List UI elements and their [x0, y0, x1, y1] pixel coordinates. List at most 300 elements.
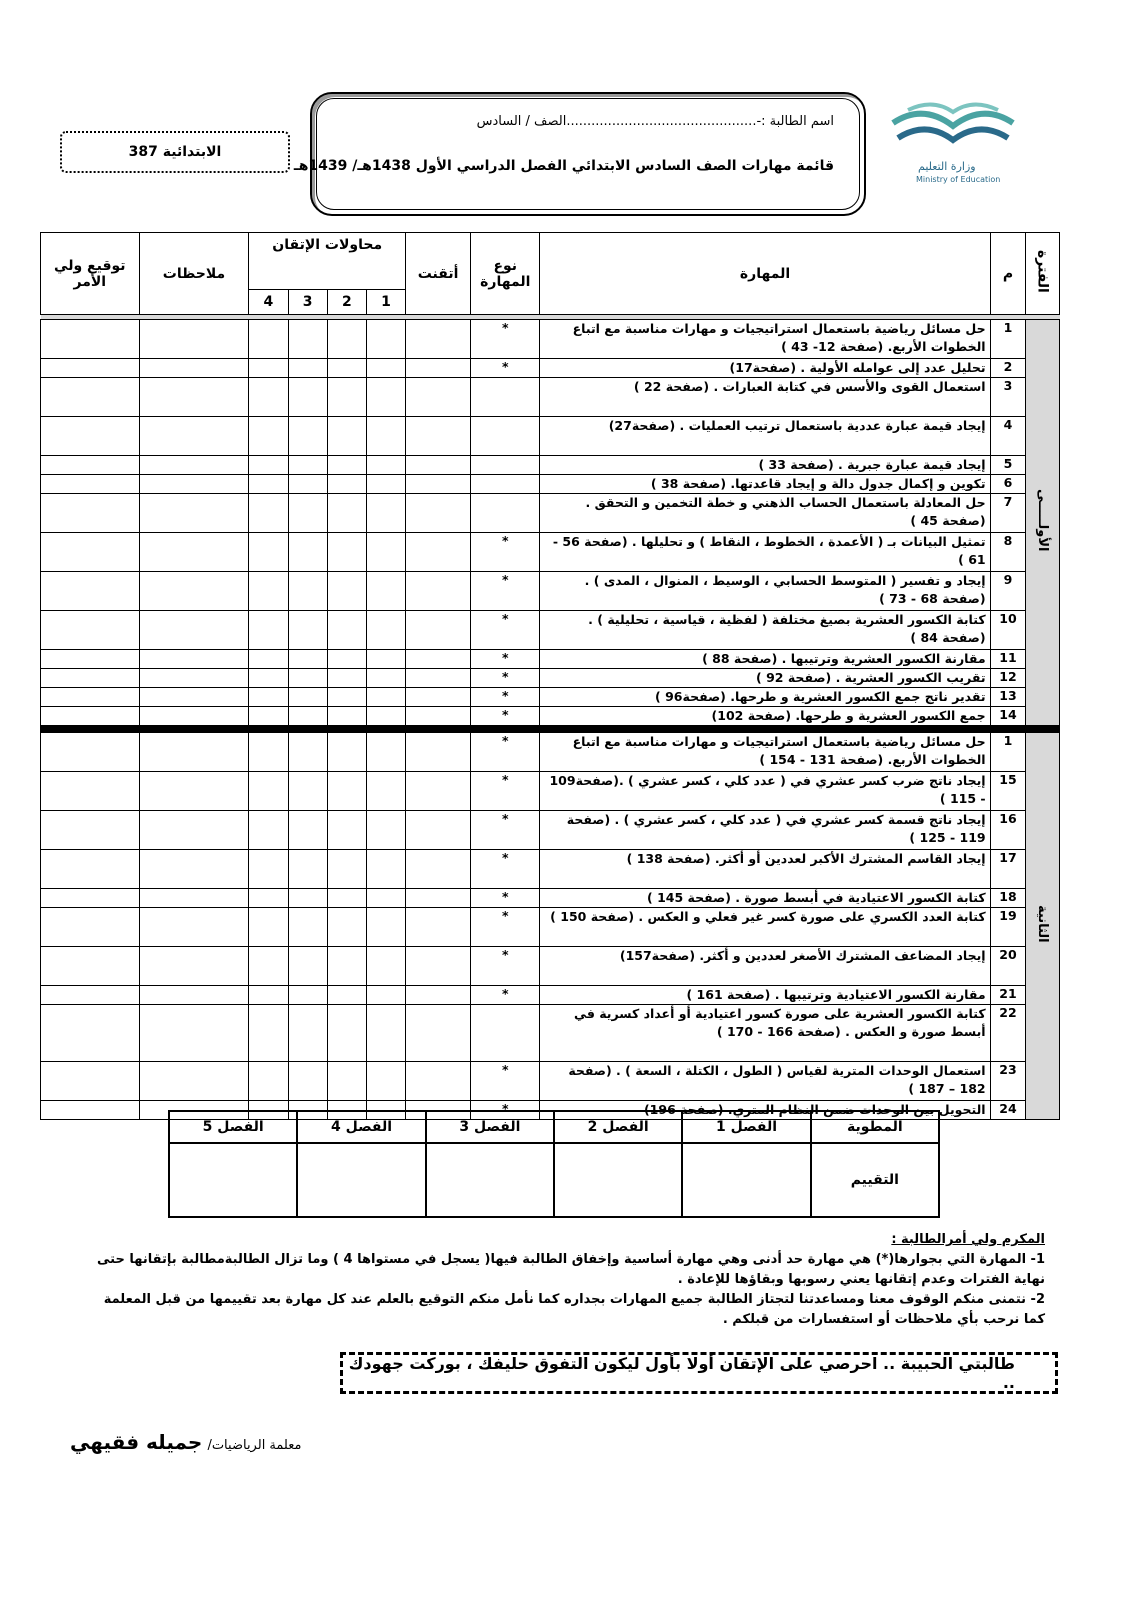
skill-text: إيجاد و تفسير ( المتوسط الحسابي ، الوسيط ، المنوال ، المدى ) . (صفحة 68 - 73 ) — [540, 572, 990, 611]
notes-cell[interactable] — [139, 947, 249, 986]
notes-cell[interactable] — [139, 611, 249, 650]
attempt-cell[interactable] — [366, 475, 405, 494]
skill-type: * — [471, 908, 540, 947]
attempt-cell[interactable] — [327, 1062, 366, 1101]
skill-number: 12 — [990, 669, 1026, 688]
skill-type — [471, 494, 540, 533]
mastered-cell[interactable] — [406, 889, 471, 908]
sign-cell[interactable] — [41, 908, 140, 947]
attempt-cell[interactable] — [249, 1005, 288, 1062]
mastered-cell[interactable] — [406, 359, 471, 378]
mastered-cell[interactable] — [406, 494, 471, 533]
parent-notes — [80, 1230, 1045, 1330]
table-row — [41, 811, 1060, 850]
rating-header-ch4: الفصل 4 — [297, 1111, 425, 1143]
attempt-cell[interactable] — [327, 320, 366, 359]
attempt-cell[interactable] — [288, 908, 327, 947]
skill-text: مقارنة الكسور العشرية وترتيبها . (صفحة 88 ) — [540, 650, 990, 669]
mastered-cell[interactable] — [406, 688, 471, 707]
school-name-box — [60, 131, 290, 173]
attempt-cell[interactable] — [288, 850, 327, 889]
table-row — [41, 1062, 1060, 1101]
skill-text: تمثيل البيانات بـ ( الأعمدة ، الخطوط ، النقاط ) و تحليلها . (صفحة 56 - 61 ) — [540, 533, 990, 572]
header-sign: توقيع ولي الأمر — [41, 233, 140, 315]
attempt-cell[interactable] — [249, 1062, 288, 1101]
attempt-cell[interactable] — [249, 986, 288, 1005]
attempt-cell[interactable] — [249, 533, 288, 572]
sign-cell[interactable] — [41, 1062, 140, 1101]
period-separator — [41, 726, 1060, 733]
header-attempt-2: 2 — [327, 290, 366, 315]
attempt-cell[interactable] — [327, 533, 366, 572]
attempt-cell[interactable] — [288, 378, 327, 417]
attempt-cell[interactable] — [366, 1005, 405, 1062]
table-row — [41, 417, 1060, 456]
mastered-cell[interactable] — [406, 772, 471, 811]
header-notes: ملاحظات — [139, 233, 249, 315]
sign-cell[interactable] — [41, 494, 140, 533]
skill-type: * — [471, 707, 540, 726]
skill-type: * — [471, 772, 540, 811]
attempt-cell[interactable] — [249, 733, 288, 772]
skill-number: 13 — [990, 688, 1026, 707]
attempt-cell[interactable] — [288, 475, 327, 494]
rating-cell[interactable] — [297, 1143, 425, 1217]
sign-cell[interactable] — [41, 611, 140, 650]
attempt-cell[interactable] — [249, 417, 288, 456]
skill-number: 2 — [990, 359, 1026, 378]
attempt-cell[interactable] — [327, 772, 366, 811]
sign-cell[interactable] — [41, 811, 140, 850]
mastered-cell[interactable] — [406, 456, 471, 475]
attempt-cell[interactable] — [366, 378, 405, 417]
attempt-cell[interactable] — [366, 359, 405, 378]
skill-number: 18 — [990, 889, 1026, 908]
skill-number: 7 — [990, 494, 1026, 533]
table-row — [41, 533, 1060, 572]
skill-type: * — [471, 572, 540, 611]
table-row — [41, 572, 1060, 611]
rating-header-ch3: الفصل 3 — [426, 1111, 554, 1143]
attempt-cell[interactable] — [288, 494, 327, 533]
skill-type: * — [471, 611, 540, 650]
skill-text: كتابة الكسور الاعتيادية في أبسط صورة . (صفحة 145 ) — [540, 889, 990, 908]
skill-number: 1 — [990, 733, 1026, 772]
sign-cell[interactable] — [41, 475, 140, 494]
mastered-cell[interactable] — [406, 707, 471, 726]
skill-number: 22 — [990, 1005, 1026, 1062]
notes-cell[interactable] — [139, 811, 249, 850]
attempt-cell[interactable] — [366, 1062, 405, 1101]
rating-row-label: التقييم — [811, 1143, 939, 1217]
attempt-cell[interactable] — [327, 417, 366, 456]
sign-cell[interactable] — [41, 669, 140, 688]
skill-number: 14 — [990, 707, 1026, 726]
attempt-cell[interactable] — [288, 456, 327, 475]
skill-number: 6 — [990, 475, 1026, 494]
attempt-cell[interactable] — [327, 1005, 366, 1062]
mastered-cell[interactable] — [406, 378, 471, 417]
skill-type: * — [471, 669, 540, 688]
attempt-cell[interactable] — [249, 494, 288, 533]
rating-cell[interactable] — [426, 1143, 554, 1217]
table-row — [41, 908, 1060, 947]
mastered-cell[interactable] — [406, 811, 471, 850]
notes-cell[interactable] — [139, 733, 249, 772]
attempt-cell[interactable] — [249, 908, 288, 947]
attempt-cell[interactable] — [249, 947, 288, 986]
attempt-cell[interactable] — [366, 533, 405, 572]
attempt-cell[interactable] — [288, 986, 327, 1005]
attempt-cell[interactable] — [249, 611, 288, 650]
attempt-cell[interactable] — [288, 320, 327, 359]
attempt-cell[interactable] — [366, 811, 405, 850]
attempt-cell[interactable] — [327, 669, 366, 688]
notes-cell[interactable] — [139, 908, 249, 947]
sign-cell[interactable] — [41, 850, 140, 889]
attempt-cell[interactable] — [288, 611, 327, 650]
sign-cell[interactable] — [41, 650, 140, 669]
sign-cell[interactable] — [41, 359, 140, 378]
attempt-cell[interactable] — [288, 733, 327, 772]
skill-number: 24 — [990, 1101, 1026, 1120]
attempt-cell[interactable] — [288, 772, 327, 811]
sign-cell[interactable] — [41, 417, 140, 456]
skill-text: إيجاد ناتج قسمة كسر عشري في ( عدد كلي ، كسر عشري ) . (صفحة 119 - 125 ) — [540, 811, 990, 850]
skill-number: 3 — [990, 378, 1026, 417]
notes-cell[interactable] — [139, 456, 249, 475]
skill-number: 20 — [990, 947, 1026, 986]
attempt-cell[interactable] — [249, 772, 288, 811]
mastered-cell[interactable] — [406, 986, 471, 1005]
mastered-cell[interactable] — [406, 320, 471, 359]
attempt-cell[interactable] — [327, 908, 366, 947]
skill-number: 15 — [990, 772, 1026, 811]
mastered-cell[interactable] — [406, 1005, 471, 1062]
attempt-cell[interactable] — [327, 475, 366, 494]
table-row — [41, 611, 1060, 650]
attempt-cell[interactable] — [249, 850, 288, 889]
header-attempts: محاولات الإتقان — [249, 233, 406, 290]
attempt-cell[interactable] — [327, 572, 366, 611]
page-title: قائمة مهارات الصف السادس الابتدائي الفصل الدراسي الأول 1438هـ/ 1439هـ — [293, 158, 834, 174]
attempt-cell[interactable] — [288, 889, 327, 908]
table-row — [41, 650, 1060, 669]
mastered-cell[interactable] — [406, 733, 471, 772]
period-label: الأولـــــى — [1026, 320, 1060, 726]
notes-cell[interactable] — [139, 359, 249, 378]
attempt-cell[interactable] — [366, 417, 405, 456]
skill-text: جمع الكسور العشرية و طرحها. (صفحة 102) — [540, 707, 990, 726]
sign-cell[interactable] — [41, 1101, 140, 1120]
skill-text: استعمال القوى والأسس في كتابة العبارات . (صفحة 22 ) — [540, 378, 990, 417]
attempt-cell[interactable] — [366, 494, 405, 533]
attempt-cell[interactable] — [327, 688, 366, 707]
skill-type: * — [471, 533, 540, 572]
sign-cell[interactable] — [41, 456, 140, 475]
table-row — [41, 1005, 1060, 1062]
attempt-cell[interactable] — [366, 772, 405, 811]
skill-number: 4 — [990, 417, 1026, 456]
rating-header-ch1: الفصل 1 — [682, 1111, 810, 1143]
notes-cell[interactable] — [139, 378, 249, 417]
skill-text: حل مسائل رياضية باستعمال استراتيجيات و مهارات مناسبة مع اتباع الخطوات الأربع. (صفحة 12- 43 ) — [540, 320, 990, 359]
notes-cell[interactable] — [139, 889, 249, 908]
attempt-cell[interactable] — [288, 947, 327, 986]
table-row — [41, 320, 1060, 359]
attempt-cell[interactable] — [249, 889, 288, 908]
attempt-cell[interactable] — [249, 707, 288, 726]
skill-type: * — [471, 320, 540, 359]
table-row — [41, 359, 1060, 378]
sign-cell[interactable] — [41, 986, 140, 1005]
skill-text: إيجاد ناتج ضرب كسر عشري في ( عدد كلي ، كسر عشري ) .(صفحة109 - 115 ) — [540, 772, 990, 811]
skill-type — [471, 378, 540, 417]
mastered-cell[interactable] — [406, 417, 471, 456]
logo-text-ar: وزارة التعليم — [918, 160, 976, 173]
parent-note-1: 1- المهارة التي بجوارها(*) هي مهارة حد أدنى وهي مهارة أساسية وإخفاق الطالبة فيها( يسجل في مستواها 4 ) وما تزال الطالبةمطالبة بإتقانها حتى نهاية الفترات وعدم إتقانها يعني رسوبها وبقاؤها للإعادة . — [97, 1252, 1045, 1287]
mastered-cell[interactable] — [406, 850, 471, 889]
mastered-cell[interactable] — [406, 611, 471, 650]
notes-cell[interactable] — [139, 1005, 249, 1062]
skill-text: إيجاد القاسم المشترك الأكبر لعددين أو أكثر. (صفحة 138 ) — [540, 850, 990, 889]
notes-cell[interactable] — [139, 688, 249, 707]
skill-type: * — [471, 986, 540, 1005]
mastered-cell[interactable] — [406, 650, 471, 669]
rating-header-ch2: الفصل 2 — [554, 1111, 682, 1143]
header-num: م — [990, 233, 1026, 315]
attempt-cell[interactable] — [288, 572, 327, 611]
parent-notes-title: المكرم ولي أمرالطالبة : — [891, 1232, 1045, 1247]
mastered-cell[interactable] — [406, 572, 471, 611]
mastered-cell[interactable] — [406, 908, 471, 947]
attempt-cell[interactable] — [327, 456, 366, 475]
mastered-cell[interactable] — [406, 669, 471, 688]
skill-text: استعمال الوحدات المترية لقياس ( الطول ، الكتلة ، السعة ) . (صفحة 182 – 187 ) — [540, 1062, 990, 1101]
table-row — [41, 850, 1060, 889]
attempt-cell[interactable] — [288, 811, 327, 850]
attempt-cell[interactable] — [249, 320, 288, 359]
attempt-cell[interactable] — [366, 986, 405, 1005]
skill-text: مقارنة الكسور الاعتيادية وترتيبها . (صفحة 161 ) — [540, 986, 990, 1005]
rating-cell[interactable] — [682, 1143, 810, 1217]
notes-cell[interactable] — [139, 707, 249, 726]
attempt-cell[interactable] — [327, 494, 366, 533]
attempt-cell[interactable] — [366, 320, 405, 359]
attempt-cell[interactable] — [288, 359, 327, 378]
attempt-cell[interactable] — [288, 1005, 327, 1062]
attempt-cell[interactable] — [366, 908, 405, 947]
header-box — [293, 92, 866, 216]
header-attempt-4: 4 — [249, 290, 288, 315]
attempt-cell[interactable] — [366, 650, 405, 669]
table-row — [41, 772, 1060, 811]
rating-cell[interactable] — [169, 1143, 297, 1217]
parent-note-2: 2- نتمنى منكم الوقوف معنا ومساعدتنا لتجتاز الطالبة جميع المهارات بجداره كما نأمل منكم التوقيع بالعلم عند كل مهارة بعد تقييمها من قبل المعلمة كما نرحب بأي ملاحظات أو استفسارات من قبلكم . — [103, 1292, 1045, 1327]
table-row — [41, 669, 1060, 688]
attempt-cell[interactable] — [366, 611, 405, 650]
table-row — [41, 733, 1060, 772]
sign-cell[interactable] — [41, 733, 140, 772]
skills-table — [40, 232, 1060, 1120]
period-label: الثانية — [1026, 733, 1060, 1120]
skill-text: تقدير ناتج جمع الكسور العشرية و طرحها. (صفحة96 ) — [540, 688, 990, 707]
mastered-cell[interactable] — [406, 1062, 471, 1101]
logo-text-en: Ministry of Education — [916, 175, 1001, 184]
attempt-cell[interactable] — [366, 669, 405, 688]
skill-number: 21 — [990, 986, 1026, 1005]
teacher-label: معلمة الرياضيات/ — [207, 1438, 302, 1453]
table-row — [41, 986, 1060, 1005]
skill-type — [471, 456, 540, 475]
skill-number: 9 — [990, 572, 1026, 611]
attempt-cell[interactable] — [366, 572, 405, 611]
attempt-cell[interactable] — [366, 733, 405, 772]
table-row — [41, 378, 1060, 417]
skill-text: إيجاد المضاعف المشترك الأصغر لعددين و أكثر. (صفحة157) — [540, 947, 990, 986]
notes-cell[interactable] — [139, 494, 249, 533]
sign-cell[interactable] — [41, 889, 140, 908]
attempt-cell[interactable] — [327, 947, 366, 986]
attempt-cell[interactable] — [327, 378, 366, 417]
attempt-cell[interactable] — [288, 650, 327, 669]
skill-text: إيجاد قيمة عبارة جبرية . (صفحة 33 ) — [540, 456, 990, 475]
notes-cell[interactable] — [139, 850, 249, 889]
attempt-cell[interactable] — [366, 889, 405, 908]
skill-number: 16 — [990, 811, 1026, 850]
skill-type: * — [471, 688, 540, 707]
skill-type: * — [471, 1062, 540, 1101]
attempt-cell[interactable] — [366, 688, 405, 707]
skill-type: * — [471, 889, 540, 908]
skill-type — [471, 1005, 540, 1062]
skill-text: كتابة العدد الكسري على صورة كسر غير فعلي و العكس . (صفحة 150 ) — [540, 908, 990, 947]
attempt-cell[interactable] — [249, 650, 288, 669]
notes-cell[interactable] — [139, 650, 249, 669]
table-row — [41, 494, 1060, 533]
attempt-cell[interactable] — [327, 850, 366, 889]
notes-cell[interactable] — [139, 1062, 249, 1101]
skill-number: 10 — [990, 611, 1026, 650]
attempt-cell[interactable] — [288, 533, 327, 572]
motto-box — [340, 1352, 1058, 1394]
skill-number: 11 — [990, 650, 1026, 669]
attempt-cell[interactable] — [327, 611, 366, 650]
rating-header-folder: المطوية — [811, 1111, 939, 1143]
ministry-logo — [888, 98, 1048, 190]
header-skill: المهارة — [540, 233, 990, 315]
notes-cell[interactable] — [139, 986, 249, 1005]
skill-text: حل مسائل رياضية باستعمال استراتيجيات و مهارات مناسبة مع اتباع الخطوات الأربع. (صفحة 131 - 154 ) — [540, 733, 990, 772]
attempt-cell[interactable] — [249, 475, 288, 494]
mastered-cell[interactable] — [406, 533, 471, 572]
attempt-cell[interactable] — [288, 417, 327, 456]
attempt-cell[interactable] — [327, 889, 366, 908]
notes-cell[interactable] — [139, 772, 249, 811]
attempt-cell[interactable] — [327, 650, 366, 669]
skill-text: حل المعادلة باستعمال الحساب الذهني و خطة التخمين و التحقق . (صفحة 45 ) — [540, 494, 990, 533]
skill-text: التحويل بين الوحدات ضمن النظام المتري. (صفحة 196) — [540, 1101, 990, 1120]
attempt-cell[interactable] — [327, 811, 366, 850]
notes-cell[interactable] — [139, 533, 249, 572]
skill-type: * — [471, 359, 540, 378]
table-row — [41, 475, 1060, 494]
sign-cell[interactable] — [41, 947, 140, 986]
teacher-signature — [70, 1430, 301, 1454]
attempt-cell[interactable] — [288, 688, 327, 707]
mastered-cell[interactable] — [406, 475, 471, 494]
motto-text: طالبتي الحبيبة .. احرصي على الإتقان أولا بأول ليكون التفوق حليفك ، بوركت جهودك .. — [348, 1354, 1015, 1392]
school-name: الابتدائية 387 — [128, 144, 222, 160]
table-row — [41, 456, 1060, 475]
attempt-cell[interactable] — [249, 811, 288, 850]
header-mastered: أتقنت — [406, 233, 471, 315]
attempt-cell[interactable] — [366, 850, 405, 889]
attempt-cell[interactable] — [249, 378, 288, 417]
header-period: الفترة — [1026, 233, 1060, 315]
header-attempt-3: 3 — [288, 290, 327, 315]
notes-cell[interactable] — [139, 417, 249, 456]
rating-cell[interactable] — [554, 1143, 682, 1217]
attempt-cell[interactable] — [249, 572, 288, 611]
sign-cell[interactable] — [41, 772, 140, 811]
sign-cell[interactable] — [41, 572, 140, 611]
attempt-cell[interactable] — [327, 733, 366, 772]
table-row — [41, 947, 1060, 986]
sign-cell[interactable] — [41, 533, 140, 572]
skill-type: * — [471, 947, 540, 986]
attempt-cell[interactable] — [327, 986, 366, 1005]
rating-table — [168, 1110, 940, 1218]
table-row — [41, 688, 1060, 707]
skill-type: * — [471, 1101, 540, 1120]
skill-type: * — [471, 850, 540, 889]
notes-cell[interactable] — [139, 320, 249, 359]
sign-cell[interactable] — [41, 707, 140, 726]
sign-cell[interactable] — [41, 378, 140, 417]
skill-type: * — [471, 811, 540, 850]
sign-cell[interactable] — [41, 688, 140, 707]
notes-cell[interactable] — [139, 669, 249, 688]
notes-cell[interactable] — [139, 572, 249, 611]
attempt-cell[interactable] — [288, 707, 327, 726]
skill-text: تقريب الكسور العشرية . (صفحة 92 ) — [540, 669, 990, 688]
notes-cell[interactable] — [139, 475, 249, 494]
attempt-cell[interactable] — [366, 707, 405, 726]
attempt-cell[interactable] — [249, 688, 288, 707]
mastered-cell[interactable] — [406, 947, 471, 986]
sign-cell[interactable] — [41, 1005, 140, 1062]
skill-text: إيجاد قيمة عبارة عددية باستعمال ترتيب العمليات . (صفحة27) — [540, 417, 990, 456]
skill-number: 1 — [990, 320, 1026, 359]
skill-type — [471, 417, 540, 456]
skill-type — [471, 475, 540, 494]
header-attempt-1: 1 — [366, 290, 405, 315]
attempt-cell[interactable] — [366, 456, 405, 475]
attempt-cell[interactable] — [288, 1062, 327, 1101]
teacher-name: جميله فقيهي — [70, 1430, 203, 1454]
attempt-cell[interactable] — [327, 707, 366, 726]
attempt-cell[interactable] — [249, 456, 288, 475]
table-row — [41, 707, 1060, 726]
attempt-cell[interactable] — [249, 669, 288, 688]
attempt-cell[interactable] — [366, 947, 405, 986]
attempt-cell[interactable] — [288, 669, 327, 688]
attempt-cell[interactable] — [249, 359, 288, 378]
attempt-cell[interactable] — [327, 359, 366, 378]
sign-cell[interactable] — [41, 320, 140, 359]
table-row — [41, 889, 1060, 908]
